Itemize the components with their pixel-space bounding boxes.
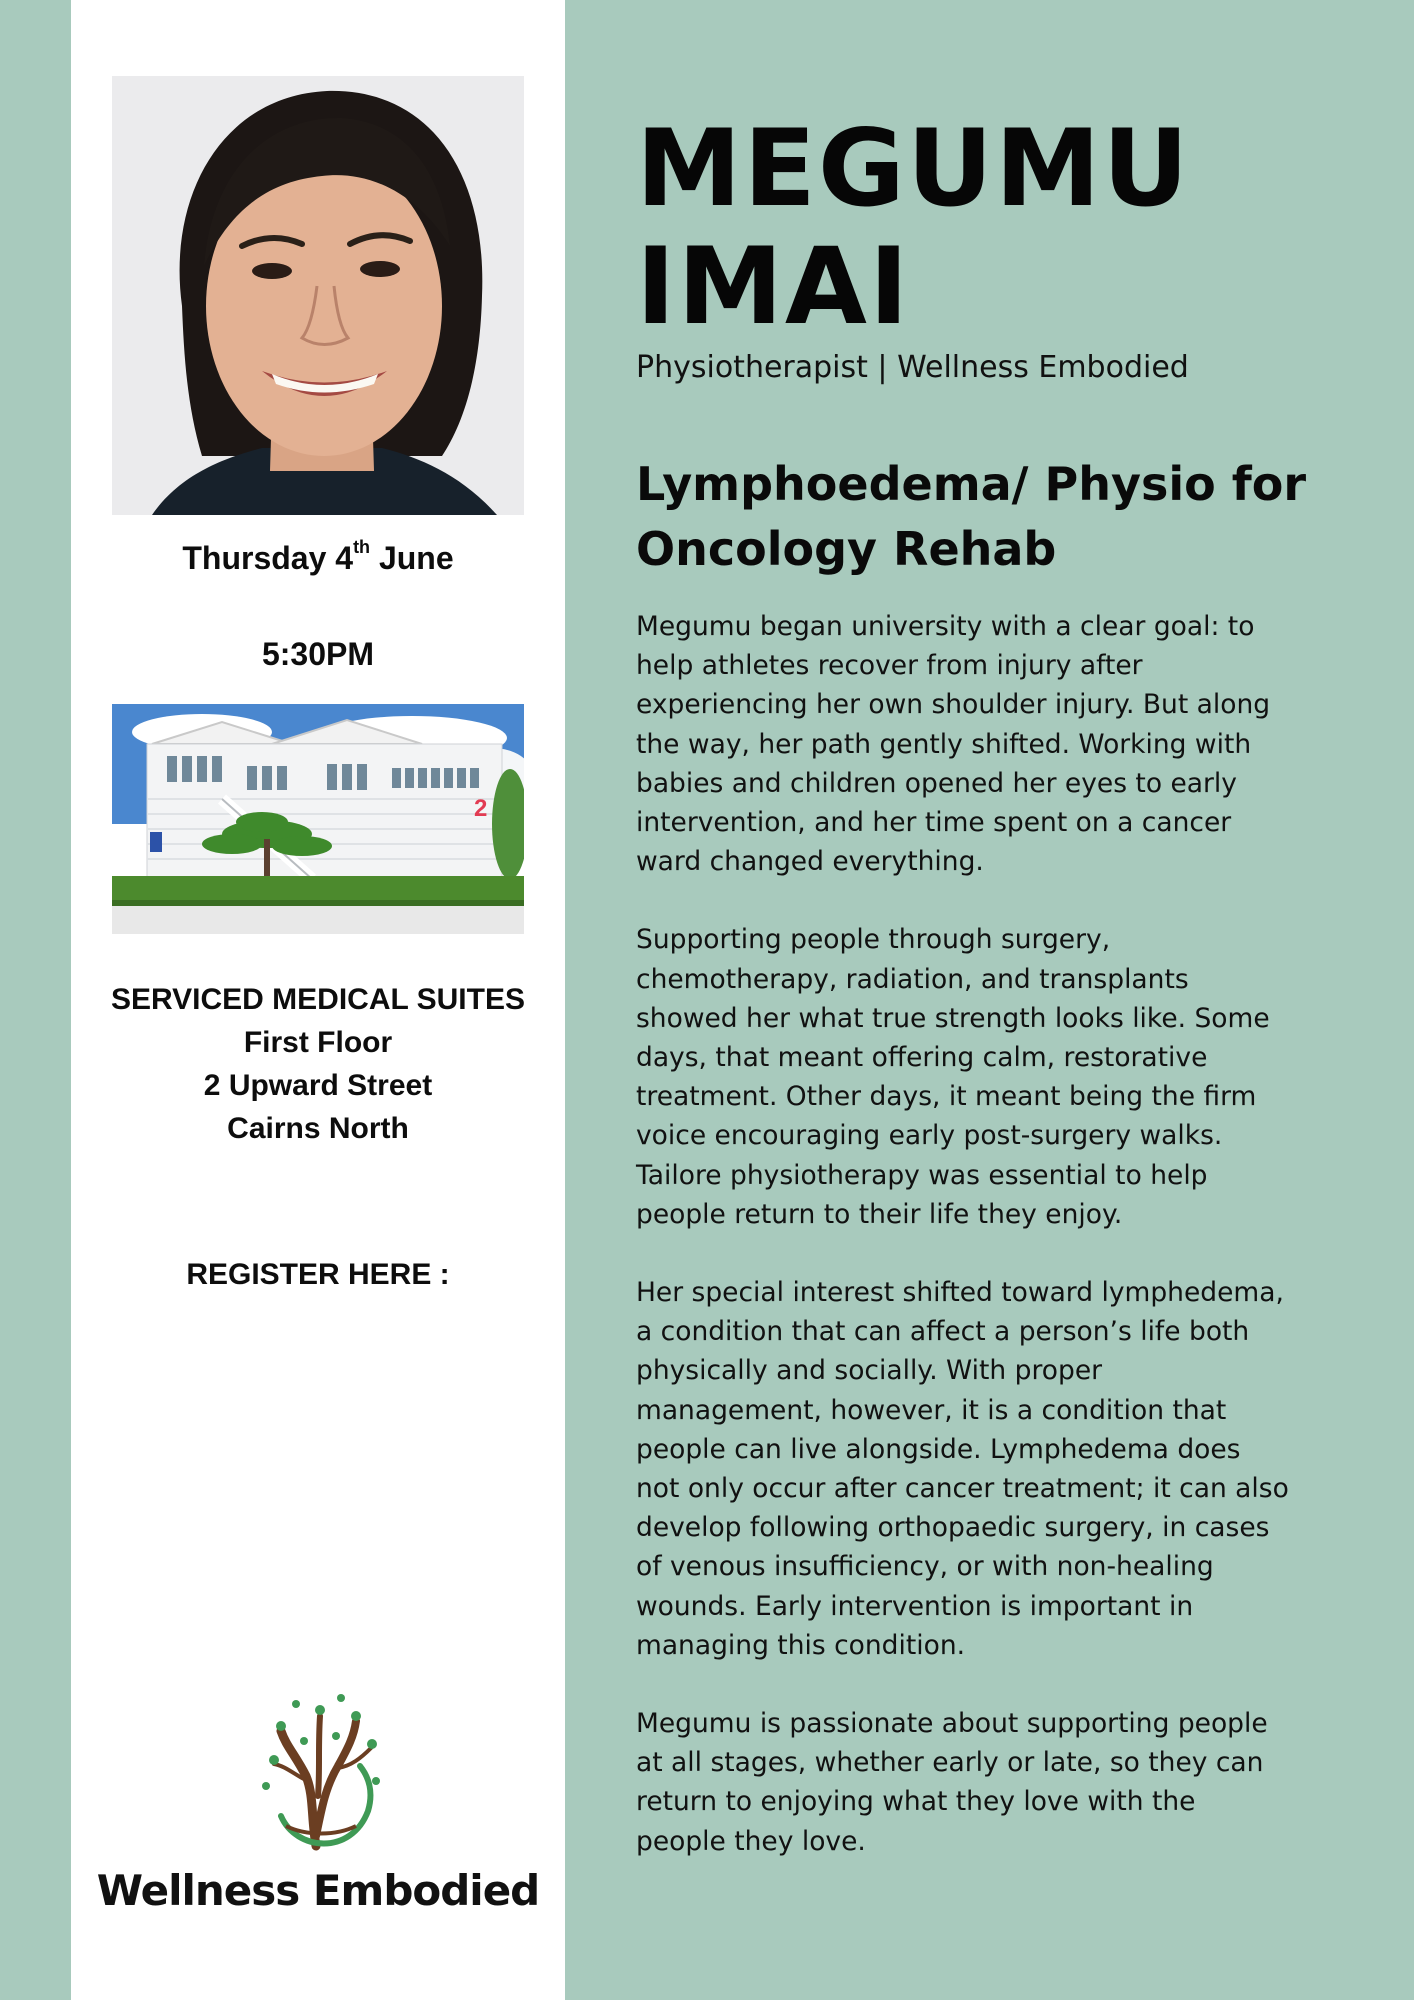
bio-line: people return to their life they enjoy. (636, 1198, 1123, 1230)
bio-line: Her special interest shifted toward lymphedema, (636, 1277, 1284, 1309)
bio-line: showed her what true strength looks like. Some (636, 1002, 1270, 1034)
building-photo (112, 704, 524, 934)
bio-line: a condition that can affect a person’s life both (636, 1316, 1250, 1348)
bio-line: experiencing her own shoulder injury. But along (636, 689, 1271, 721)
topic-line: Oncology Rehab (636, 522, 1057, 576)
bio-line: intervention, and her time spent on a cancer (636, 807, 1232, 839)
bio-line: Megumu is passionate about supporting people (636, 1708, 1268, 1740)
speaker-photo (112, 76, 524, 515)
bio-line: management, however, it is a condition that (636, 1394, 1227, 1426)
wellness-embodied-logo-icon (256, 1686, 386, 1856)
venue-address (71, 978, 565, 1150)
bio-line: chemotherapy, radiation, and transplants (636, 963, 1189, 995)
bio-line: managing this condition. (636, 1629, 966, 1661)
speaker-bio (636, 607, 1366, 1900)
bio-paragraph (636, 1704, 1366, 1861)
bio-line: people they love. (636, 1825, 866, 1857)
venue-line: 2 Upward Street (203, 1069, 433, 1102)
speaker-role: Physiotherapist | Wellness Embodied (636, 350, 1189, 385)
bio-line: treatment. Other days, it meant being the firm (636, 1081, 1257, 1113)
venue-line: Cairns North (227, 1112, 409, 1145)
venue-line: SERVICED MEDICAL SUITES (111, 983, 525, 1016)
logo-wordmark: Wellness Embodied (96, 1866, 540, 1915)
event-time: 5:30PM (261, 636, 375, 672)
bio-line: at all stages, whether early or late, so they can (636, 1747, 1264, 1779)
speaker-name (636, 107, 1366, 348)
speaker-name-line: MEGUMU (636, 107, 1191, 230)
venue-line: First Floor (243, 1026, 393, 1059)
topic-line: Lymphoedema/ Physio for (636, 457, 1307, 511)
bio-line: not only occur after cancer treatment; it can also (636, 1473, 1289, 1505)
bio-paragraph (636, 920, 1366, 1234)
event-date: Thursday 4th June (182, 537, 454, 576)
bio-paragraph (636, 1273, 1366, 1665)
bio-line: return to enjoying what they love with the (636, 1786, 1196, 1818)
bio-line: Megumu began university with a clear goal: to (636, 611, 1255, 642)
bio-line: physically and socially. With proper (636, 1355, 1103, 1387)
bio-line: help athletes recover from injury after (636, 650, 1143, 682)
bio-line: wounds. Early intervention is important in (636, 1590, 1194, 1622)
bio-line: develop following orthopaedic surgery, in cases (636, 1512, 1270, 1544)
bio-line: Tailore physiotherapy was essential to help (636, 1159, 1208, 1191)
register-label: REGISTER HERE : (186, 1258, 450, 1291)
building-sign-number: 2 (474, 795, 488, 822)
date-ordinal: th (353, 537, 371, 558)
speaker-name-line: IMAI (636, 225, 911, 348)
bio-line: voice encouraging early post-surgery walks. (636, 1120, 1223, 1152)
bio-line: babies and children opened her eyes to early (636, 767, 1237, 799)
bio-line: Supporting people through surgery, (636, 924, 1111, 956)
talk-topic (636, 452, 1366, 582)
bio-line: days, that meant offering calm, restorative (636, 1042, 1208, 1074)
bio-line: the way, her path gently shifted. Working with (636, 728, 1252, 760)
bio-paragraph (636, 607, 1366, 881)
bio-line: ward changed everything. (636, 846, 984, 878)
bio-line: people can live alongside. Lymphedema does (636, 1433, 1241, 1465)
left-panel (71, 0, 565, 2000)
bio-line: of venous insufficiency, or with non-healing (636, 1551, 1214, 1583)
